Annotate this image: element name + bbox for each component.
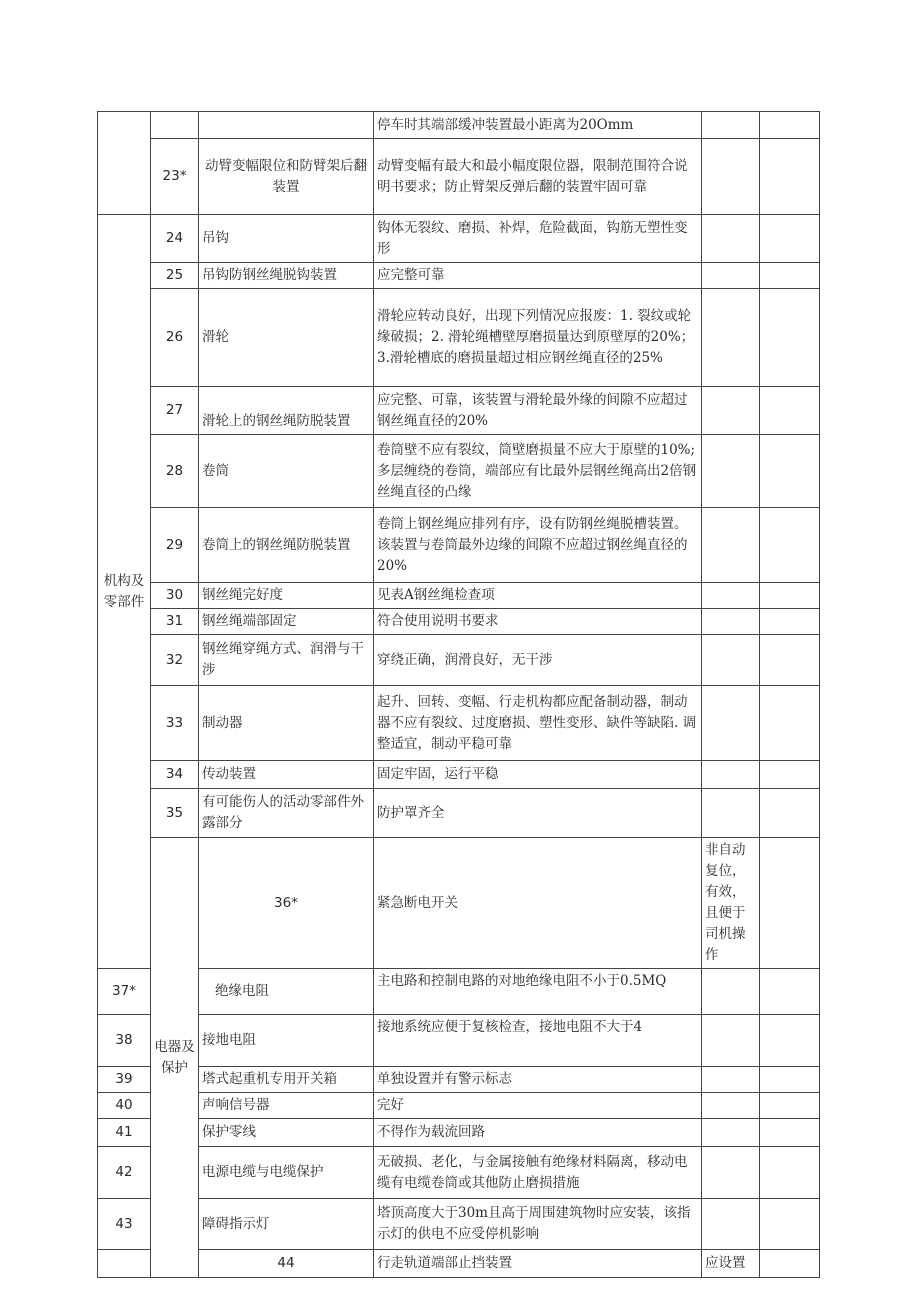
item-number: 27 [151,387,199,435]
remark-cell [760,1015,820,1067]
item-name: 接地电阻 [199,1015,374,1067]
result-cell [702,508,760,583]
item-number: 36* [199,838,374,969]
table-row [98,435,820,508]
item-requirement: 钩体无裂纹、磨损、补焊，危险截面，钩筋无塑性变形 [374,215,702,263]
item-name: 吊钩防钢丝绳脱钩装置 [199,263,374,289]
result-cell [702,635,760,686]
table-row [98,1199,820,1250]
item-requirement: 接地系统应便于复核检查，接地电阻不大于4 [374,1015,702,1067]
remark-cell [760,435,820,508]
result-cell [702,1093,760,1119]
result-cell [702,969,760,1015]
result-cell [702,215,760,263]
result-cell [702,1199,760,1250]
remark-cell [760,1119,820,1147]
item-number: 42 [98,1147,151,1199]
item-requirement: 不得作为载流回路 [374,1119,702,1147]
item-requirement: 应完整、可靠，该装置与滑轮最外缘的间隙不应超过钢丝绳直径的20% [374,387,702,435]
table-row [98,289,820,387]
result-cell [702,1067,760,1093]
category-cell-prev [98,112,151,215]
result-cell [702,609,760,635]
result-cell [702,1119,760,1147]
item-name: 塔式起重机专用开关箱 [199,1067,374,1093]
item-requirement: 卷筒壁不应有裂纹，筒壁磨损量不应大于原壁的10%;多层缠绕的卷筒，端部应有比最外层钢丝绳高出2倍钢丝绳直径的凸缘 [374,435,702,508]
item-number: 24 [151,215,199,263]
table-row [98,1067,820,1093]
item-number: 34 [151,761,199,789]
remark-cell [760,761,820,789]
item-number: 25 [151,263,199,289]
item-name: 制动器 [199,686,374,761]
item-name: 保护零线 [199,1119,374,1147]
inspection-table [97,111,820,1278]
item-number: 44 [199,1250,374,1278]
item-name: 传动装置 [199,761,374,789]
item-requirement: 见表A钢丝绳检查项 [374,583,702,609]
item-number: 29 [151,508,199,583]
table-row [98,838,820,969]
result-cell [702,583,760,609]
table-row [98,583,820,609]
table-row [98,686,820,761]
remark-cell [760,1093,820,1119]
table-row [98,508,820,583]
item-requirement: 主电路和控制电路的对地绝缘电阻不小于0.5MQ [374,969,702,1015]
item-requirement: 滑轮应转动良好，出现下列情况应报废：1. 裂纹或轮缘破损；2. 滑轮绳槽壁厚磨损量达到原壁厚的20%；3.滑轮槽底的磨损量超过相应钢丝绳直径的25% [374,289,702,387]
item-requirement: 卷筒上钢丝绳应排列有序，设有防钢丝绳脱槽装置。该装置与卷筒最外边缘的间隙不应超过钢丝绳直径的20% [374,508,702,583]
result-cell [702,1147,760,1199]
remark-cell [760,1199,820,1250]
item-requirement: 防护罩齐全 [374,789,702,838]
table-row [98,1093,820,1119]
category-cell-empty [98,1250,151,1278]
item-name: 钢丝绳端部固定 [199,609,374,635]
table-row [98,139,820,215]
result-cell [702,112,760,139]
item-number: 43 [98,1199,151,1250]
result-cell [702,435,760,508]
item-requirement: 符合使用说明书要求 [374,609,702,635]
item-name: 紧急断电开关 [374,838,702,969]
item-requirement: 固定牢固，运行平稳 [374,761,702,789]
item-number: 33 [151,686,199,761]
table-row [98,112,820,139]
item-number: 39 [98,1067,151,1093]
table-row [98,1119,820,1147]
item-requirement: 动臂变幅有最大和最小幅度限位器，限制范围符合说明书要求；防止臂架反弹后翻的装置牢固可靠 [374,139,702,215]
item-name: 钢丝绳完好度 [199,583,374,609]
item-requirement: 无破损、老化，与金属接触有绝缘材料隔离，移动电缆有电缆卷筒或其他防止磨损措施 [374,1147,702,1199]
remark-cell [760,969,820,1015]
result-cell [702,139,760,215]
remark-cell [760,289,820,387]
item-name: 行走轨道端部止挡装置 [374,1250,702,1278]
remark-cell [760,139,820,215]
item-name: 电源电缆与电缆保护 [199,1147,374,1199]
result-cell [702,789,760,838]
item-name: 障碍指示灯 [199,1199,374,1250]
result-cell [760,1250,820,1278]
item-number: 32 [151,635,199,686]
category-mechanism: 机构及零部件 [98,215,151,969]
item-requirement: 起升、回转、变幅、行走机构都应配备制动器，制动器不应有裂纹、过度磨损、塑性变形、缺件等缺陷. 调整适宜，制动平稳可靠 [374,686,702,761]
item-requirement: 穿绕正确，润滑良好，无干涉 [374,635,702,686]
item-requirement: 应完整可靠 [374,263,702,289]
result-cell [702,761,760,789]
remark-cell [760,1147,820,1199]
item-number: 23* [151,139,199,215]
item-number: 30 [151,583,199,609]
item-number: 28 [151,435,199,508]
result-cell [702,686,760,761]
item-name: 卷筒 [199,435,374,508]
item-number: 26 [151,289,199,387]
table-row [98,1147,820,1199]
remark-cell [760,609,820,635]
item-number: 31 [151,609,199,635]
item-number: 38 [98,1015,151,1067]
item-number: 41 [98,1119,151,1147]
table-row [98,215,820,263]
item-name: 滑轮 [199,289,374,387]
result-cell [702,1015,760,1067]
table-row [98,1250,820,1278]
remark-cell [760,508,820,583]
category-electrical: 电器及保护 [151,838,199,1278]
item-number: 40 [98,1093,151,1119]
table-row [98,635,820,686]
table-row [98,263,820,289]
result-cell [702,263,760,289]
item-name: 滑轮上的钢丝绳防脱装置 [199,387,374,435]
table-row [98,609,820,635]
remark-cell [760,387,820,435]
item-requirement: 应设置 [702,1250,760,1278]
item-name: 钢丝绳穿绳方式、润滑与干涉 [199,635,374,686]
item-requirement: 单独设置并有警示标志 [374,1067,702,1093]
table-row [98,761,820,789]
item-requirement: 塔顶高度大于30m且高于周围建筑物时应安装，该指示灯的供电不应受停机影响 [374,1199,702,1250]
result-cell [702,289,760,387]
remark-cell [760,789,820,838]
item-name [199,112,374,139]
item-name: 吊钩 [199,215,374,263]
item-name: 卷筒上的钢丝绳防脱装置 [199,508,374,583]
item-name: 动臂变幅限位和防臂架后翻装置 [199,139,374,215]
result-cell [702,387,760,435]
remark-cell [760,263,820,289]
item-name: 绝缘电阻 [199,969,374,1015]
item-name: 声响信号器 [199,1093,374,1119]
table-row [98,1015,820,1067]
item-name: 有可能伤人的活动零部件外露部分 [199,789,374,838]
result-cell [760,838,820,969]
remark-cell [760,583,820,609]
item-number: 35 [151,789,199,838]
remark-cell [760,215,820,263]
item-requirement: 非自动复位，有效，且便于司机操作 [702,838,760,969]
remark-cell [760,686,820,761]
table-row [98,789,820,838]
item-number: 37* [98,969,151,1015]
table-row [98,969,820,1015]
remark-cell [760,1067,820,1093]
item-number [151,112,199,139]
item-requirement: 停车时其端部缓冲装置最小距离为20Omm [374,112,702,139]
table-row [98,387,820,435]
remark-cell [760,635,820,686]
item-requirement: 完好 [374,1093,702,1119]
remark-cell [760,112,820,139]
